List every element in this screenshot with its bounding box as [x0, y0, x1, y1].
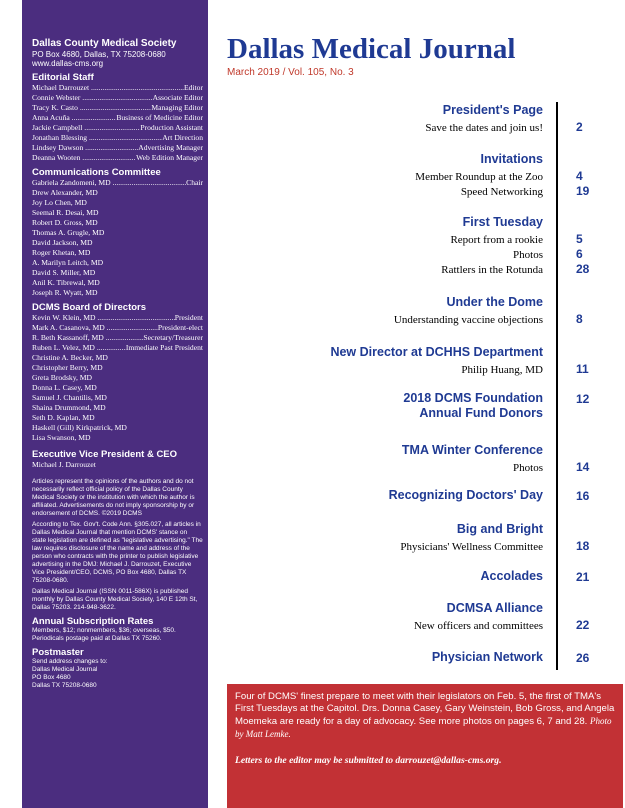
toc-subtitle[interactable]: Philip Huang, MD [461, 364, 543, 376]
toc-divider [556, 102, 558, 670]
editorial-staff-row-role: Art Direction [162, 133, 203, 142]
toc-page-number[interactable]: 14 [576, 460, 590, 474]
committee-member: Anil K. Tibrewal, MD [32, 278, 100, 287]
committee-chair-name: Gabriela Zandomeni, MD ..... [32, 178, 186, 188]
editorial-staff-row [32, 133, 203, 143]
board-officer-list [32, 313, 203, 353]
board-officer-row-name: Ruben L. Velez, MD ..... [32, 343, 126, 353]
board-member: Seth D. Kaplan, MD [32, 413, 95, 422]
toc-heading[interactable]: Accolades [480, 569, 543, 583]
board-member: Donna L. Casey, MD [32, 383, 97, 392]
board-heading: DCMS Board of Directors [32, 302, 147, 313]
board-member: Haskell (Gill) Kirkpatrick, MD [32, 423, 127, 432]
board-officer-row [32, 313, 203, 323]
toc-subtitle[interactable]: Rattlers in the Rotunda [441, 264, 543, 276]
board-member: Greta Brodsky, MD [32, 373, 93, 382]
caption-body: Four of DCMS' finest prepare to meet with their legislators on Feb. 5, the first of TMA's First Tuesdays at the Capitol. Drs. Donna Casey, Gary Weinstein, Bob Gross, and Angela Moemeka are ready for a day of advocacy. See more photos on pages 6, 7 and 28. [235, 691, 615, 727]
toc-subtitle[interactable]: Report from a rookie [450, 234, 543, 246]
toc-heading[interactable]: 2018 DCMS Foundation [403, 391, 543, 405]
committee-member: A. Marilyn Leitch, MD [32, 258, 104, 267]
editorial-staff-row-name: Tracy K. Casto ..... [32, 103, 151, 113]
committee-member: Roger Khetan, MD [32, 248, 91, 257]
org-address: PO Box 4680, Dallas, TX 75208-0680 [32, 50, 166, 59]
board-member: Lisa Swanson, MD [32, 433, 91, 442]
board-member: Christine A. Becker, MD [32, 353, 108, 362]
communications-committee-heading: Communications Committee [32, 167, 161, 178]
subscription-heading: Annual Subscription Rates [32, 616, 154, 627]
evp-name: Michael J. Darrouzet [32, 460, 96, 469]
toc-heading[interactable]: Under the Dome [446, 295, 543, 309]
toc-page-number[interactable]: 26 [576, 651, 590, 665]
toc-page-number[interactable]: 16 [576, 489, 590, 503]
toc-heading[interactable]: Big and Bright [456, 522, 543, 536]
toc-heading[interactable]: President's Page [442, 103, 543, 117]
board-officer-row-role: Immediate Past President [125, 343, 203, 352]
org-website[interactable]: www.dallas-cms.org [32, 59, 104, 68]
toc-subtitle[interactable]: Photos [513, 249, 543, 261]
legislative-disclosure: According to Tex. Gov't. Code Ann. §305.027, all articles in Dallas Medical Journal that mention DCMS' stance on state legislation are defined as "legislative advertising." The law requires disclosure of the name and address of the person who contracts with the printer to publish legislative advertising in the DMJ: Michael J. Darrouzet, Executive Vice President/CEO, DCMS, PO Box 4680, Dallas TX 75208-0680. [32, 521, 203, 584]
issue-line: March 2019 / Vol. 105, No. 3 [227, 67, 354, 78]
editorial-staff-heading: Editorial Staff [32, 72, 94, 83]
committee-member: David Jackson, MD [32, 238, 93, 247]
journal-title: Dallas Medical Journal [227, 33, 516, 65]
postmaster-heading: Postmaster [32, 647, 84, 658]
board-officer-row [32, 323, 203, 333]
toc-page-number[interactable]: 19 [576, 184, 590, 198]
committee-member: Joseph R. Wyatt, MD [32, 288, 98, 297]
toc-page-number[interactable]: 12 [576, 392, 590, 406]
subscription-text: Members, $12; nonmembers, $36; overseas, $50. Periodicals postage paid at Dallas TX 75260. [32, 627, 176, 642]
editorial-staff-row-name: Connie Webster ..... [32, 93, 153, 103]
editorial-staff-row-role: Managing Editor [151, 103, 203, 112]
toc-page-number[interactable]: 21 [576, 570, 590, 584]
committee-member: David S. Miller, MD [32, 268, 96, 277]
editorial-staff-row-name: Lindsey Dawson ..... [32, 143, 138, 153]
editorial-staff-row [32, 93, 203, 103]
evp-heading: Executive Vice President & CEO [32, 449, 178, 460]
editorial-staff-row-role: Production Assistant [140, 123, 203, 132]
editorial-staff-row [32, 113, 203, 123]
toc-page-number[interactable]: 8 [576, 312, 583, 326]
board-officer-row-role: President-elect [157, 323, 203, 332]
org-name: Dallas County Medical Society [32, 38, 177, 49]
committee-chair [32, 178, 203, 188]
editorial-staff-row [32, 153, 203, 163]
toc-subtitle[interactable]: Photos [513, 462, 543, 474]
board-officer-row [32, 343, 203, 353]
editorial-staff-row [32, 143, 203, 153]
toc-heading[interactable]: New Director at DCHHS Department [330, 345, 543, 359]
toc-page-number[interactable]: 11 [576, 362, 589, 376]
board-officer-row [32, 333, 203, 343]
toc-heading[interactable]: DCMSA Alliance [446, 601, 543, 615]
editorial-staff-row-role: Associate Editor [152, 93, 203, 102]
cover-caption-box [227, 684, 623, 808]
letters-note[interactable]: Letters to the editor may be submitted to darrouzet@dallas-cms.org. [235, 755, 502, 766]
toc-subtitle[interactable]: Physicians' Wellness Committee [400, 541, 543, 553]
toc-subtitle[interactable]: Save the dates and join us! [425, 122, 543, 134]
board-member: Samuel J. Chantilis, MD [32, 393, 107, 402]
toc-heading[interactable]: Recognizing Doctors' Day [388, 488, 543, 502]
board-officer-row-role: President [174, 313, 203, 322]
editorial-staff-row [32, 83, 203, 93]
toc-subtitle[interactable]: New officers and committees [413, 620, 543, 632]
toc-heading[interactable]: TMA Winter Conference [401, 443, 543, 457]
board-officer-row-name: Mark A. Casanova, MD ..... [32, 323, 158, 333]
editorial-staff-row-name: Anna Acuña ..... [32, 113, 116, 123]
editorial-staff-row [32, 123, 203, 133]
board-member-list [32, 353, 203, 443]
postmaster-line: Dallas TX 75208-0680 [32, 682, 97, 689]
board-member: Christopher Berry, MD [32, 363, 103, 372]
toc-heading[interactable]: Physician Network [431, 650, 543, 664]
postmaster-address [32, 658, 203, 690]
editorial-staff-row-name: Jonathan Blessing ..... [32, 133, 162, 143]
caption-text [235, 691, 615, 741]
toc-heading-line2[interactable]: Annual Fund Donors [419, 406, 543, 420]
postmaster-line: Send address changes to: [32, 658, 108, 665]
editorial-staff-row-name: Michael Darrouzet ..... [32, 83, 184, 93]
photo-credit: Photo by Matt Lemke. [235, 716, 612, 739]
editorial-staff-row-name: Deanna Wooten ..... [32, 153, 136, 163]
toc-page-number[interactable]: 28 [576, 262, 590, 276]
postmaster-line: Dallas Medical Journal [32, 666, 98, 673]
toc-page-number[interactable]: 6 [576, 247, 583, 261]
toc-subtitle[interactable]: Understanding vaccine objections [393, 314, 543, 326]
committee-member: Drew Alexander, MD [32, 188, 98, 197]
toc-heading[interactable]: First Tuesday [462, 215, 543, 229]
committee-member: Seemal R. Desai, MD [32, 208, 99, 217]
toc-subtitle[interactable]: Speed Networking [460, 186, 543, 198]
committee-member: Thomas A. Grugle, MD [32, 228, 105, 237]
masthead-sidebar [22, 0, 208, 808]
editorial-staff-row-role: Advertising Manager [138, 143, 203, 152]
disclaimer-text: Articles represent the opinions of the authors and do not necessarily reflect official policy of the Dallas County Medical Society or the institution with which the author is affiliated. Advertisements do not imply sponsorship by or endorsement of DCMS. ©2019 DCMS [32, 478, 195, 517]
board-officer-row-name: R. Beth Kassanoff, MD ..... [32, 333, 143, 343]
toc-page-number[interactable]: 5 [576, 232, 583, 246]
board-officer-row-name: Kevin W. Klein, MD ..... [32, 313, 175, 323]
board-member: Shaina Drummond, MD [32, 403, 106, 412]
postmaster-line: PO Box 4680 [32, 674, 71, 681]
editorial-staff-row-name: Jackie Campbell ..... [32, 123, 140, 133]
toc-subtitle[interactable]: Member Roundup at the Zoo [415, 171, 543, 183]
toc-page-number[interactable]: 4 [576, 169, 583, 183]
toc-page-number[interactable]: 2 [576, 120, 583, 134]
committee-chair-role: Chair [186, 178, 203, 187]
editorial-staff-row-role: Editor [184, 83, 203, 92]
committee-member-list [32, 188, 203, 298]
editorial-staff-row-role: Business of Medicine Editor [116, 113, 203, 122]
committee-member: Robert D. Gross, MD [32, 218, 98, 227]
toc-heading[interactable]: Invitations [480, 152, 543, 166]
toc-page-number[interactable]: 18 [576, 539, 590, 553]
editorial-staff-row-role: Web Edition Manager [136, 153, 203, 162]
committee-member: Joy Lo Chen, MD [32, 198, 87, 207]
editorial-staff-list [32, 83, 203, 163]
board-officer-row-role: Secretary/Treasurer [143, 333, 203, 342]
editorial-staff-row [32, 103, 203, 113]
issn-statement: Dallas Medical Journal (ISSN 0011-586X) is published monthly by Dallas County Medical Society, 140 E 12th St, Dallas 75203. 214-948-3622. [32, 588, 198, 611]
toc-page-number[interactable]: 22 [576, 618, 590, 632]
